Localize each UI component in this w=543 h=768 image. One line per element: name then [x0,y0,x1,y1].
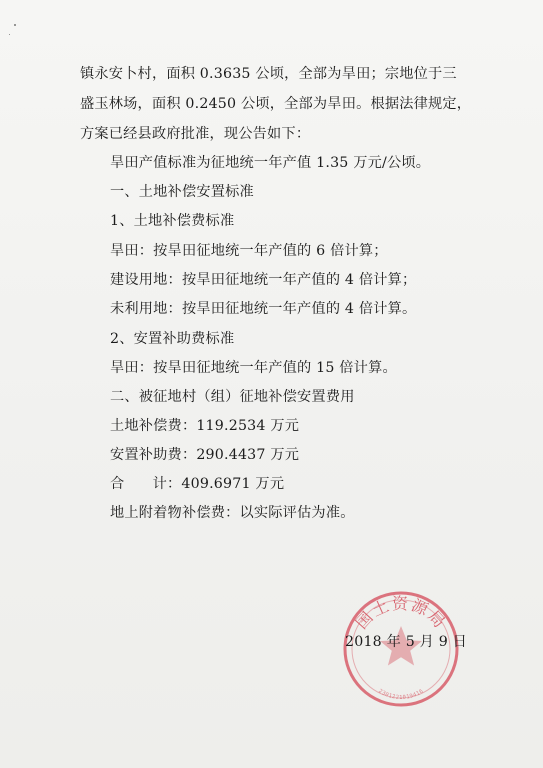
fee-land-compensation: 土地补偿费：119.2534 万元 [110,418,300,434]
paragraph-1-line-1: 镇永安卜村，面积 0.3635 公顷，全部为旱田；宗地位于三 [80,66,457,82]
seal-text: 国土资源局 [351,594,451,633]
fee-resettlement-subsidy: 安置补助费：290.4437 万元 [110,447,300,463]
scan-speck [9,34,10,35]
section-1-heading: 一、土地补偿安置标准 [110,184,254,200]
sub-2-item-dry-field: 旱田：按旱田征地统一年产值的 15 倍计算。 [110,360,397,376]
scan-speck [14,24,16,26]
output-standard-line: 旱田产值标准为征地统一年产值 1.35 万元/公顷。 [110,155,431,171]
sub-1-heading: 1、土地补偿费标准 [110,213,235,229]
paragraph-1-line-3: 方案已经县政府批准，现公告如下： [80,126,311,142]
sub-1-item-unused-land: 未利用地：按旱田征地统一年产值的 4 倍计算。 [110,301,417,317]
document-date: 2018 年 5 月 9 日 [345,634,468,650]
sub-1-item-construction-land: 建设用地：按旱田征地统一年产值的 4 倍计算； [110,272,417,288]
sub-1-item-dry-field: 旱田：按旱田征地统一年产值的 6 倍计算； [110,243,388,259]
section-2-heading: 二、被征地村（组）征地补偿安置费用 [110,389,355,405]
seal-number: 2301221019416 [377,688,425,701]
paragraph-1-line-2: 盛玉林场，面积 0.2450 公顷，全部为旱田。根据法律规定， [80,96,472,112]
sub-2-heading: 2、安置补助费标准 [110,331,235,347]
attachment-compensation-line: 地上附着物补偿费：以实际评估为准。 [110,505,355,521]
fee-total: 合 计：409.6971 万元 [110,476,285,492]
